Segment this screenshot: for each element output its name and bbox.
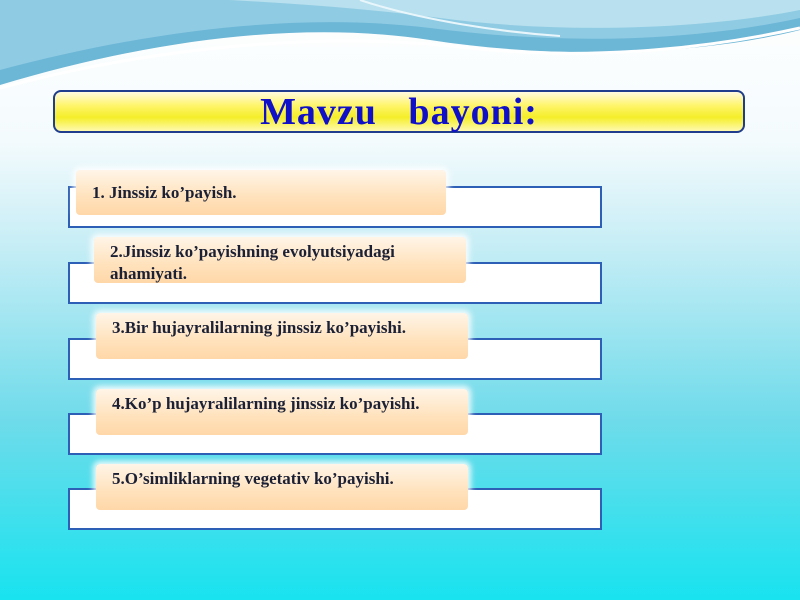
list-item-label: 1. Jinssiz ko’payish.: [92, 183, 237, 202]
list-item: [76, 170, 446, 215]
list-item: [96, 313, 468, 359]
title-banner: [53, 90, 745, 133]
list-item-label: 3.Bir hujayralilarning jinssiz ko’payishi.: [112, 318, 406, 337]
list-item: [96, 464, 468, 510]
list-item-label: 5.O’simliklarning vegetativ ko’payishi.: [112, 469, 394, 488]
slide-title: Mavzu bayoni:: [260, 90, 538, 133]
list-item: [94, 237, 466, 283]
list-item: [96, 389, 468, 435]
list-item-label: 4.Ko’p hujayralilarning jinssiz ko’payishi.: [112, 394, 420, 413]
list-item-label: 2.Jinssiz ko’payishning evolyutsiyadagi ahamiyati.: [110, 242, 395, 283]
